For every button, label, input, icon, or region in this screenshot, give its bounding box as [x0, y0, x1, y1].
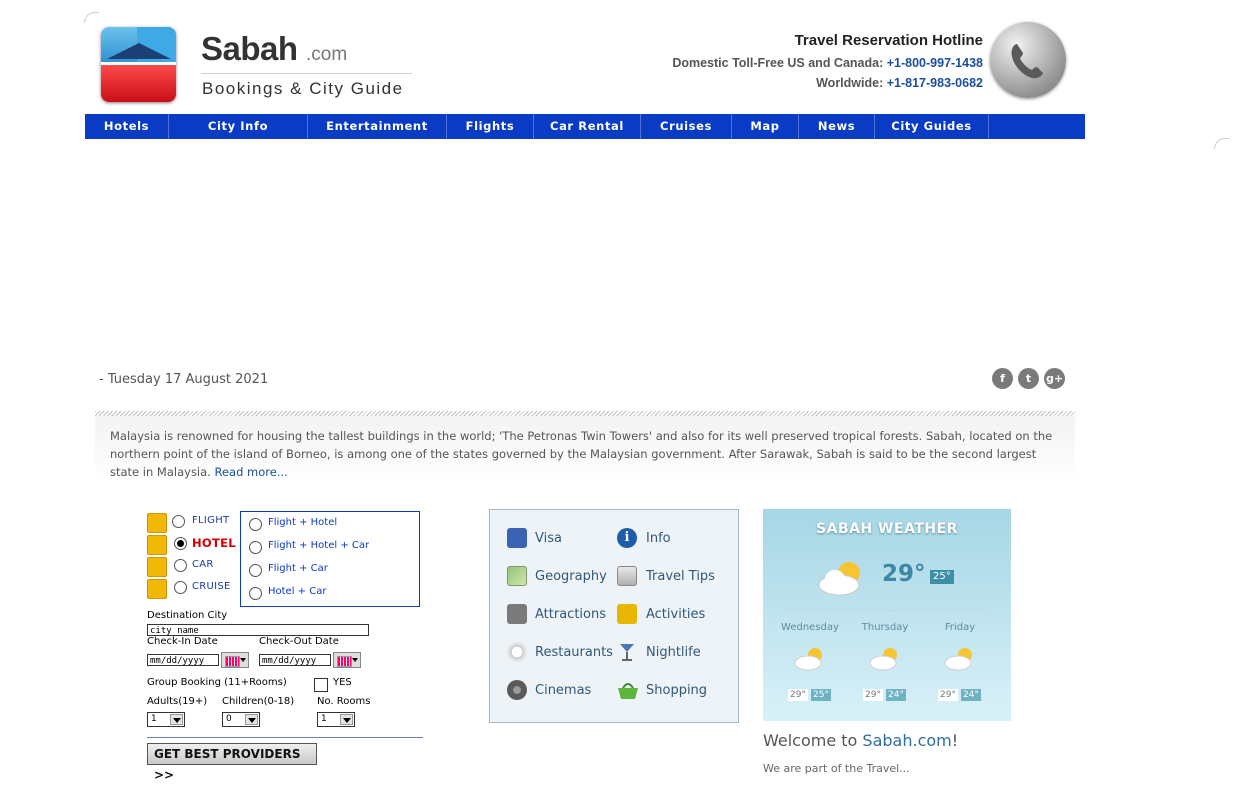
googleplus-icon[interactable]: g+ [1044, 368, 1065, 389]
checkout-label: Check-Out Date [259, 636, 339, 647]
weather-title: SABAH WEATHER [816, 521, 958, 537]
destination-label: Destination City [147, 610, 228, 621]
cruise-icon [147, 579, 167, 599]
rooms-value: 1 [321, 714, 327, 724]
adults-value: 1 [151, 714, 157, 724]
cloud-sun-icon [792, 643, 828, 677]
phone-icon [990, 22, 1066, 98]
nav-item-news[interactable]: News [799, 114, 875, 139]
nav-item-city-guides[interactable]: City Guides [875, 114, 989, 139]
camera-icon [507, 604, 527, 624]
adults-label: Adults(19+) [147, 696, 208, 707]
children-label: Children(0-18) [222, 696, 295, 707]
checkin-calendar-icon[interactable] [221, 652, 249, 668]
info-link-travel-tips[interactable]: Travel Tips [646, 569, 715, 584]
info-link-geography[interactable]: Geography [535, 569, 607, 584]
nav-item-hotels[interactable]: Hotels [85, 114, 169, 139]
form-divider [147, 737, 423, 738]
nav-item-cruises[interactable]: Cruises [641, 114, 732, 139]
cloud-sun-icon [867, 643, 903, 677]
info-link-attractions[interactable]: Attractions [535, 607, 606, 622]
cloud-sun-icon [942, 643, 978, 677]
corner-decoration [1214, 138, 1229, 149]
cocktail-icon [617, 642, 637, 662]
rooms-label: No. Rooms [317, 696, 371, 707]
flight-hotel-car-label[interactable]: Flight + Hotel + Car [268, 540, 370, 551]
cloud-sun-icon [815, 555, 869, 605]
corner-decoration [84, 12, 99, 23]
main-nav [85, 114, 1085, 139]
forecast-high: 29° [790, 690, 806, 700]
nav-item-city-info[interactable]: City Info [169, 114, 308, 139]
brand-tagline: Bookings & City Guide [202, 79, 404, 98]
basket-icon [617, 680, 637, 700]
car-label[interactable]: CAR [192, 559, 214, 570]
flight-car-label[interactable]: Flight + Car [268, 563, 328, 574]
welcome-heading [763, 731, 958, 750]
hotline-us-number[interactable]: +1-800-997-1438 [886, 56, 983, 70]
flight-hotel-radio[interactable] [249, 518, 262, 531]
nav-item-car-rental[interactable]: Car Rental [534, 114, 641, 139]
hotel-car-label[interactable]: Hotel + Car [268, 586, 327, 597]
plate-icon [507, 642, 527, 662]
children-value: 0 [226, 714, 232, 724]
hotline-title: Travel Reservation Hotline [794, 32, 983, 49]
welcome-site-link[interactable]: Sabah.com [862, 731, 952, 750]
group-yes-label: YES [333, 677, 352, 688]
hotline-us-label: Domestic Toll-Free US and Canada: [672, 56, 884, 70]
facebook-icon[interactable]: f [992, 368, 1013, 389]
forecast-low: 24° [888, 690, 904, 700]
get-best-providers-button[interactable]: GET BEST PROVIDERS >> [147, 743, 317, 765]
flight-icon [147, 513, 167, 533]
info-link-nightlife[interactable]: Nightlife [646, 645, 701, 660]
hotline-ww-number[interactable]: +1-817-983-0682 [886, 76, 983, 90]
brand-name[interactable]: Sabah [201, 30, 298, 67]
forecast-low: 24° [963, 690, 979, 700]
nav-item-entertainment[interactable]: Entertainment [308, 114, 447, 139]
forecast-low: 25° [813, 690, 829, 700]
forecast-day: Thursday [861, 622, 909, 633]
hotline-us [672, 56, 983, 70]
current-temperature: 29° [882, 561, 926, 587]
flight-hotel-car-radio[interactable] [249, 541, 262, 554]
intro-body: Malaysia is renowned for housing the tallest buildings in the world; 'The Petronas Twin Towers' and also for its well preserved tropical forests. Sabah, located on the northern point of the island of Borneo, is among one of the states governed by the Malaysian government. After Sarawak, Sabah is said to be the second largest state in Malaysia. [110, 429, 1053, 479]
info-link-activities[interactable]: Activities [646, 607, 706, 622]
hotline-ww-label: Worldwide: [816, 76, 884, 90]
destination-input[interactable]: city name [147, 624, 369, 636]
nav-item-flights[interactable]: Flights [447, 114, 534, 139]
twitter-icon[interactable]: t [1018, 368, 1039, 389]
suitcase-icon [617, 566, 637, 586]
car-icon [147, 557, 167, 577]
welcome-subtext: We are part of the Travel... [763, 762, 910, 775]
flight-hotel-label[interactable]: Flight + Hotel [268, 517, 338, 528]
brand-tld: .com [306, 44, 348, 65]
checkin-input[interactable]: mm/dd/yyyy [147, 654, 219, 666]
weather-divider [783, 610, 991, 611]
nav-item-map[interactable]: Map [732, 114, 799, 139]
date-line: - Tuesday 17 August 2021 [99, 372, 269, 387]
checkout-input[interactable]: mm/dd/yyyy [259, 654, 331, 666]
film-reel-icon [507, 680, 527, 700]
welcome-prefix: Welcome to [763, 731, 863, 750]
cruise-label[interactable]: CRUISE [192, 581, 231, 592]
info-link-shopping[interactable]: Shopping [646, 683, 708, 698]
info-link-cinemas[interactable]: Cinemas [535, 683, 592, 698]
checkout-calendar-icon[interactable] [333, 652, 361, 668]
cruise-radio[interactable] [174, 581, 187, 594]
bus-icon [617, 604, 637, 624]
group-booking-checkbox[interactable] [314, 678, 328, 692]
info-link-visa[interactable]: Visa [535, 531, 562, 546]
group-booking-label: Group Booking (11+Rooms) [147, 677, 287, 688]
forecast-day: Wednesday [781, 622, 839, 633]
hotel-radio[interactable] [174, 537, 187, 550]
hotel-car-radio[interactable] [249, 587, 262, 600]
info-link-info[interactable]: Info [646, 531, 671, 546]
info-icon: i [617, 528, 637, 548]
flight-radio[interactable] [172, 515, 185, 528]
hotline-worldwide [816, 76, 983, 90]
intro-text [110, 427, 1065, 481]
brand-divider [201, 73, 412, 74]
children-select[interactable] [222, 712, 260, 727]
rooms-select[interactable] [317, 712, 355, 727]
car-radio[interactable] [174, 559, 187, 572]
checkin-label: Check-In Date [147, 636, 218, 647]
current-low-temperature: 25° [930, 570, 954, 584]
flight-car-radio[interactable] [249, 564, 262, 577]
forecast-high: 29° [865, 690, 881, 700]
forecast-high: 29° [940, 690, 956, 700]
welcome-suffix: ! [951, 731, 959, 750]
forecast-day: Friday [944, 622, 976, 633]
hotel-icon [147, 535, 167, 555]
adults-select[interactable] [147, 712, 185, 727]
geography-icon [507, 566, 527, 586]
read-more-link[interactable]: Read more... [214, 465, 288, 479]
info-link-restaurants[interactable]: Restaurants [535, 645, 613, 660]
hotel-label[interactable]: HOTEL [192, 536, 236, 550]
flight-label[interactable]: FLIGHT [192, 515, 230, 526]
visa-icon [507, 528, 527, 548]
sabah-logo[interactable] [101, 27, 176, 102]
